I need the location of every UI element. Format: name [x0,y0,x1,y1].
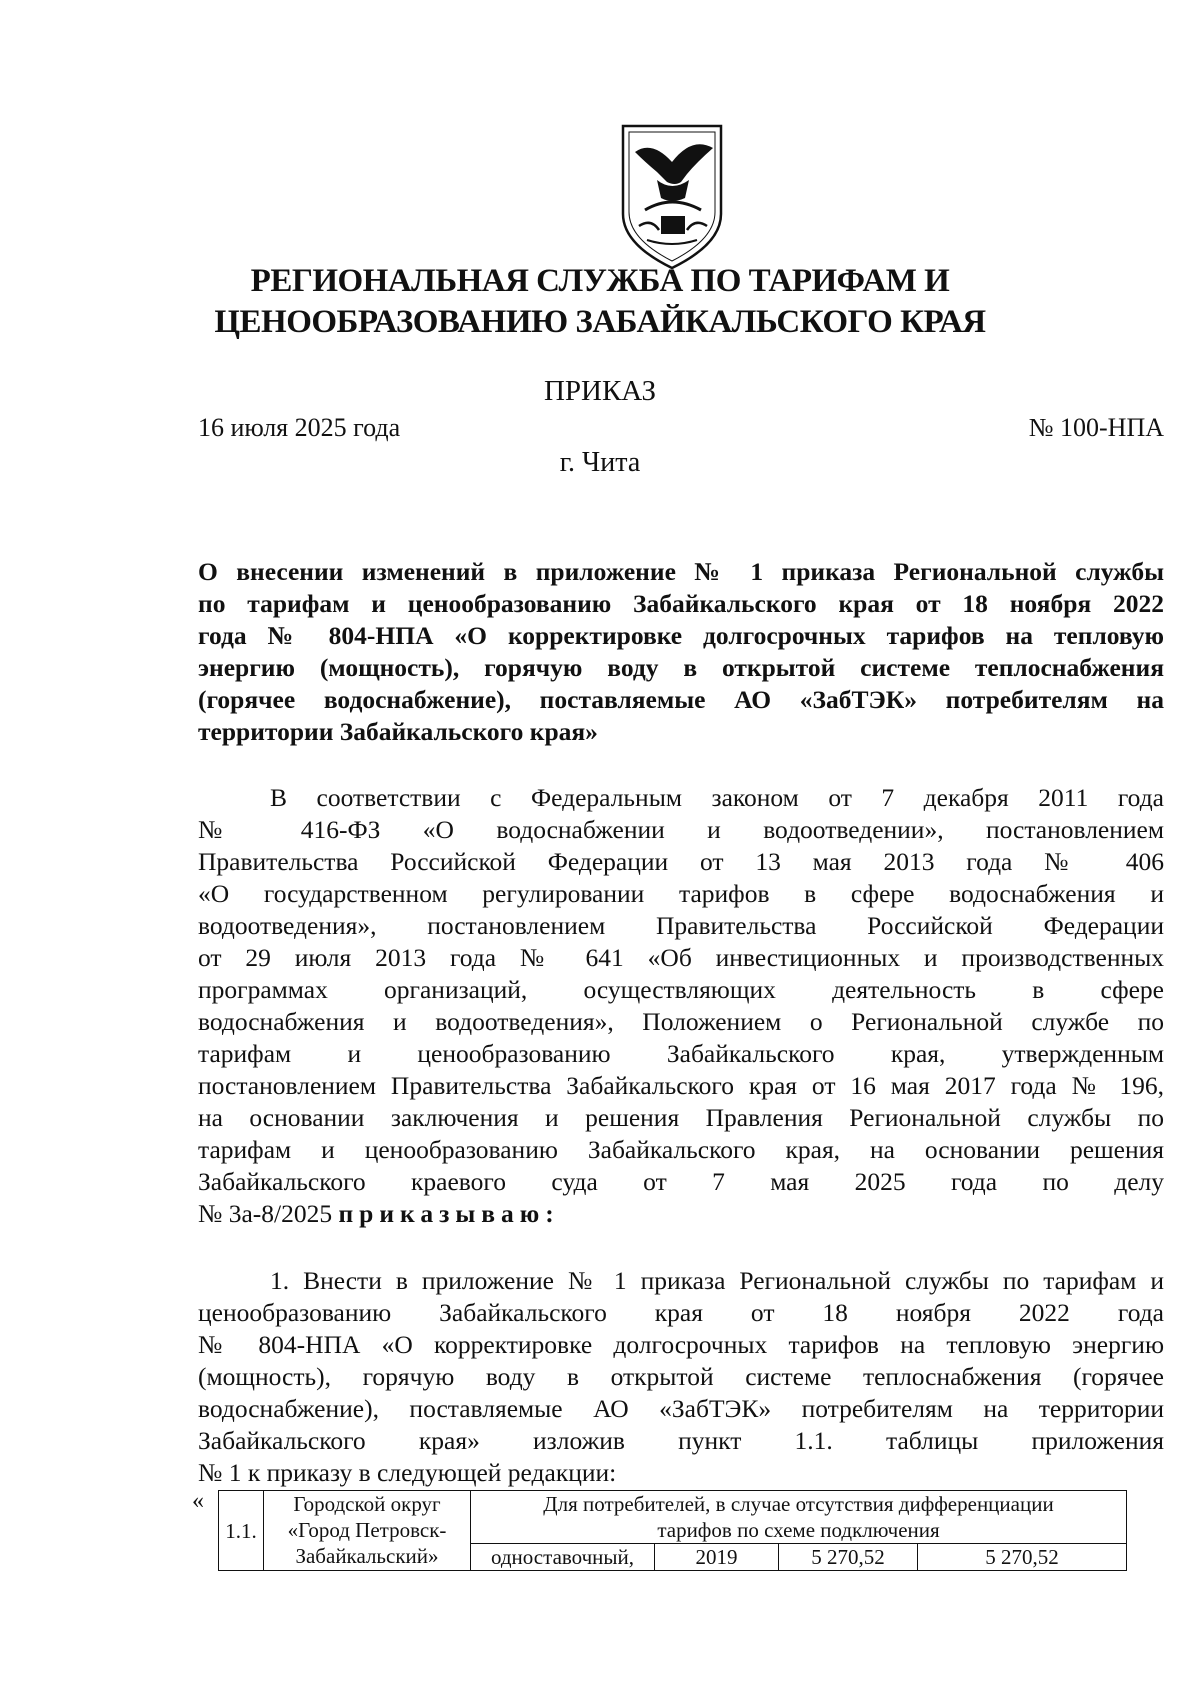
organization-name-line-1: РЕГИОНАЛЬНАЯ СЛУЖБА ПО ТАРИФАМ И [250,263,950,299]
locality-line: Забайкальский» [295,1544,439,1568]
subject-line: энергию (мощность), горячую воду в открытой системе теплоснабжения [198,653,1164,682]
table-cell-year: 2019 [655,1544,779,1571]
clause-line: (мощность), горячую воду в открытой системе теплоснабжения (горячее [198,1362,1164,1391]
preamble-line: от 29 июля 2013 года № 641 «Об инвестиционных и производственных [198,943,1164,972]
subject-line: (горячее водоснабжение), поставляемые АО «ЗабТЭК» потребителям на [198,685,1164,714]
preamble-line: программах организаций, осуществляющих деятельность в сфере [198,975,1164,1004]
preamble-line: № 416-ФЗ «О водоснабжении и водоотведении», постановлением [198,815,1164,844]
subject-line: года № 804-НПА «О корректировке долгосрочных тарифов на тепловую [198,621,1164,650]
table-cell-rate-type: одноставочный, [471,1544,655,1571]
table-row [219,1491,1127,1544]
coat-of-arms-emblem [617,122,727,272]
subject-line: по тарифам и ценообразованию Забайкальского края от 18 ноября 2022 [198,589,1164,618]
preamble-line: водоснабжения и водоотведения», Положением о Региональной службе по [198,1007,1164,1036]
preamble-line: тарифам и ценообразованию Забайкальского края, утвержденным [198,1039,1164,1068]
preamble-line: В соответствии с Федеральным законом от 7 декабря 2011 года [270,783,1164,812]
document-date: 16 июля 2025 года [198,413,401,442]
preamble-paragraph [198,782,1164,1230]
document-number: № 100-НПА [1028,413,1164,442]
court-case-number: № 3а-8/2025 [198,1199,333,1228]
decree-word: приказываю: [338,1199,560,1228]
clause-line: № 804-НПА «О корректировке долгосрочных тарифов на тепловую энергию [198,1330,1164,1359]
clause-line: водоснабжение), поставляемые АО «ЗабТЭК» потребителям на территории [198,1394,1164,1423]
table-cell-value: 5 270,52 [918,1544,1127,1571]
table-cell-value: 5 270,52 [779,1544,918,1571]
preamble-line: тарифам и ценообразованию Забайкальского края, на основании решения [198,1135,1164,1164]
table-cell-group-header [471,1491,1127,1544]
subject-line: О внесении изменений в приложение № 1 приказа Региональной службы [198,557,1164,586]
clause-line: Забайкальского края» изложив пункт 1.1. таблицы приложения [198,1426,1164,1455]
subject-line: территории Забайкальского края» [198,717,598,746]
preamble-line: водоотведения», постановлением Правительства Российской Федерации [198,911,1164,940]
table-cell-locality [264,1491,471,1571]
preamble-line: на основании заключения и решения Правления Региональной службы по [198,1103,1164,1132]
table-open-quote: « [192,1488,204,1514]
table-cell-item-number: 1.1. [219,1491,264,1571]
group-header-line: тарифов по схеме подключения [657,1518,940,1542]
clause-line: ценообразованию Забайкальского края от 18 ноября 2022 года [198,1298,1164,1327]
clause-1-paragraph [198,1265,1164,1489]
organization-name-line-2: ЦЕНООБРАЗОВАНИЮ ЗАБАЙКАЛЬСКОГО КРАЯ [214,304,986,340]
clause-line: 1. Внести в приложение № 1 приказа Региональной службы по тарифам и [270,1266,1164,1295]
document-type: ПРИКАЗ [543,375,657,407]
preamble-line [198,1198,1164,1230]
preamble-line: Правительства Российской Федерации от 13 мая 2013 года № 406 [198,847,1164,876]
tariff-table [218,1490,1127,1571]
clause-line: № 1 к приказу в следующей редакции: [198,1458,617,1487]
preamble-line: Забайкальского краевого суда от 7 мая 2025 года по делу [198,1167,1164,1196]
locality-line: «Город Петровск- [287,1518,447,1542]
preamble-line: «О государственном регулировании тарифов в сфере водоснабжения и [198,879,1164,908]
document-city: г. Чита [559,447,641,478]
locality-line: Городской округ [293,1492,441,1516]
preamble-line: постановлением Правительства Забайкальского края от 16 мая 2017 года № 196, [198,1071,1164,1100]
document-subject [198,556,1164,748]
group-header-line: Для потребителей, в случае отсутствия дифференциации [543,1492,1054,1516]
